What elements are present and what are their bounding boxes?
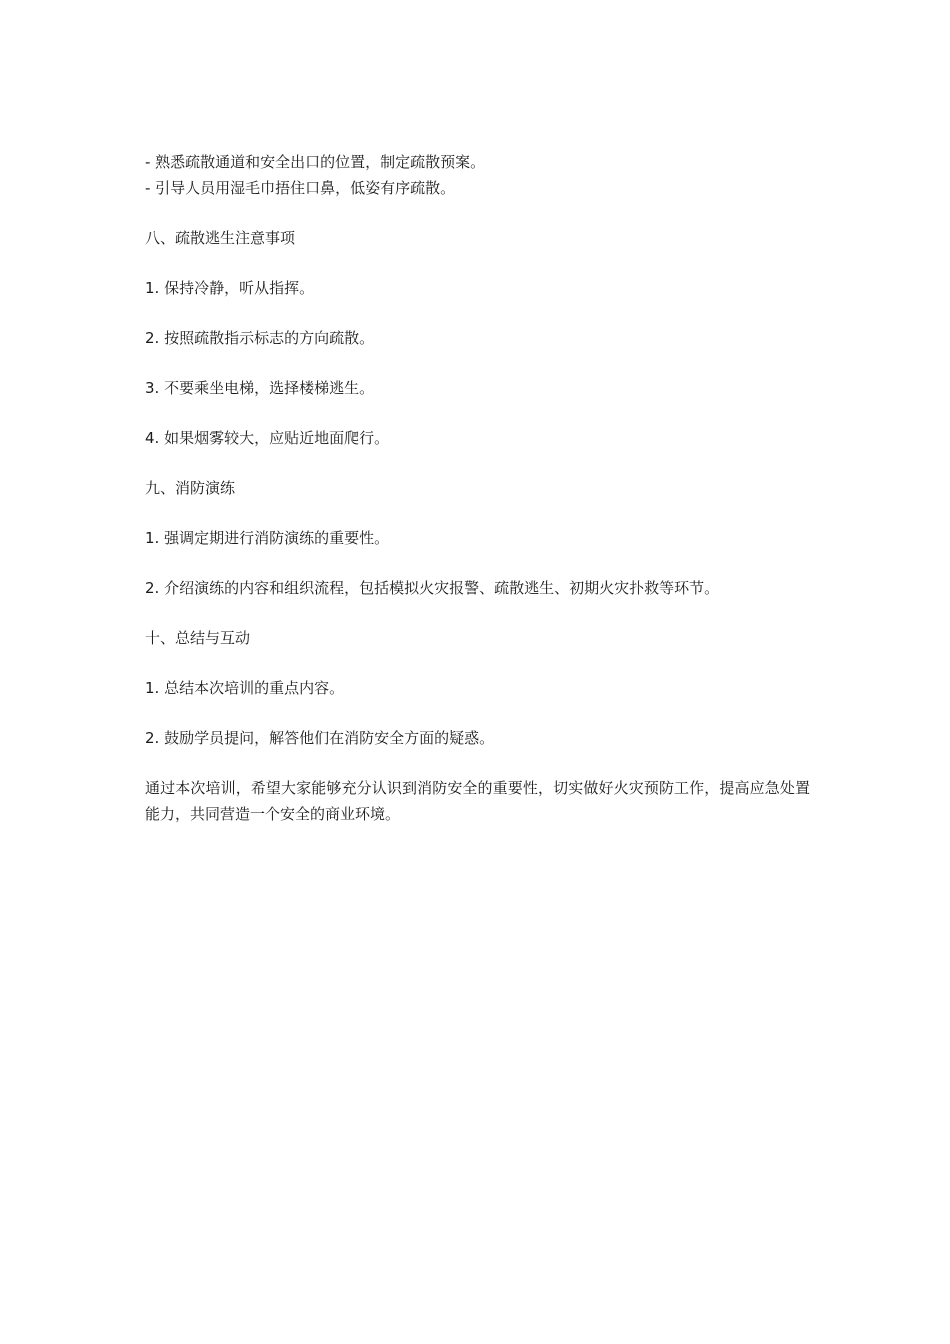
list-item: 4. 如果烟雾较大，应贴近地面爬行。 bbox=[145, 429, 390, 447]
section8-item-block bbox=[145, 375, 810, 401]
section10-item-block bbox=[145, 675, 810, 701]
intro-bullets bbox=[145, 149, 810, 201]
section9-item-block bbox=[145, 575, 810, 601]
closing-paragraph: 通过本次培训，希望大家能够充分认识到消防安全的重要性，切实做好火灾预防工作，提高应急处置能力，共同营造一个安全的商业环境。 bbox=[145, 779, 810, 823]
list-item: 1. 保持冷静，听从指挥。 bbox=[145, 279, 315, 297]
section-heading-9 bbox=[145, 475, 810, 501]
section10-item-block bbox=[145, 725, 810, 751]
section-heading: 九、消防演练 bbox=[145, 479, 236, 497]
section-heading: 八、疏散逃生注意事项 bbox=[145, 229, 296, 247]
list-item: 2. 按照疏散指示标志的方向疏散。 bbox=[145, 329, 375, 347]
list-item: 1. 强调定期进行消防演练的重要性。 bbox=[145, 529, 390, 547]
closing-block bbox=[145, 775, 810, 827]
section-heading: 十、总结与互动 bbox=[145, 629, 251, 647]
section8-item-block bbox=[145, 425, 810, 451]
section-heading-8 bbox=[145, 225, 810, 251]
bullet-line: - 熟悉疏散通道和安全出口的位置，制定疏散预案。 bbox=[145, 153, 486, 171]
section8-item-block bbox=[145, 325, 810, 351]
document-body bbox=[145, 149, 810, 827]
list-item: 3. 不要乘坐电梯，选择楼梯逃生。 bbox=[145, 379, 375, 397]
section-heading-10 bbox=[145, 625, 810, 651]
list-item: 2. 介绍演练的内容和组织流程，包括模拟火灾报警、疏散逃生、初期火灾扑救等环节。 bbox=[145, 579, 720, 597]
list-item: 1. 总结本次培训的重点内容。 bbox=[145, 679, 345, 697]
section9-item-block bbox=[145, 525, 810, 551]
list-item: 2. 鼓励学员提问，解答他们在消防安全方面的疑惑。 bbox=[145, 729, 495, 747]
section8-item-block bbox=[145, 275, 810, 301]
bullet-line: - 引导人员用湿毛巾捂住口鼻，低姿有序疏散。 bbox=[145, 179, 456, 197]
